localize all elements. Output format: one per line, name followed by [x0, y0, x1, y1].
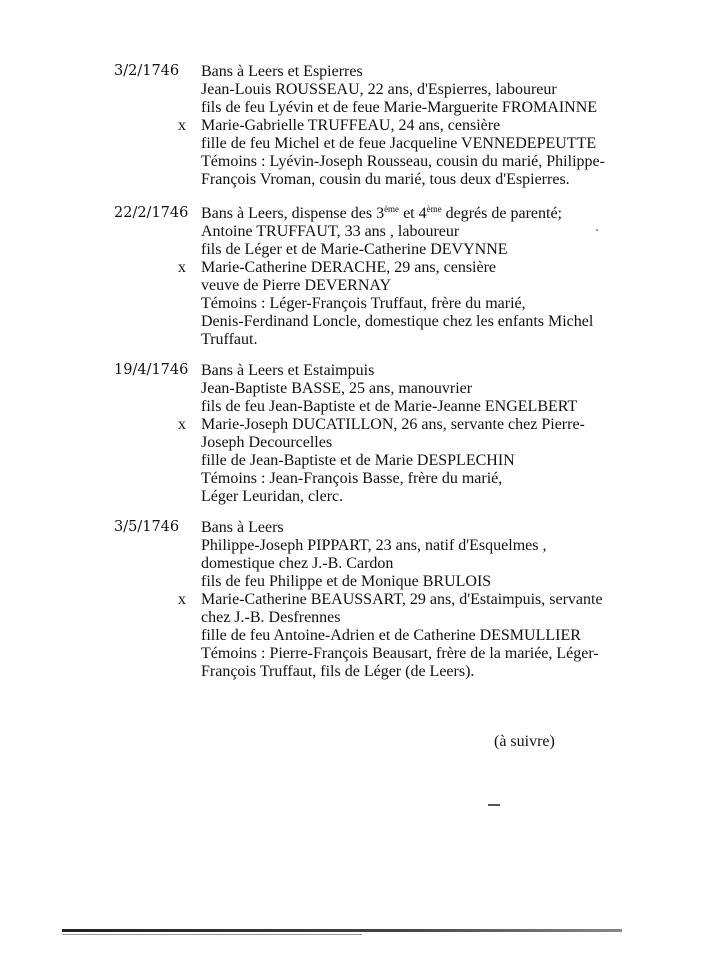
entry-line: Léger Leuridan, clerc. — [201, 488, 344, 505]
entry-line: Témoins : Léger-François Truffaut, frère du marié, — [201, 295, 526, 312]
entry-line: fille de feu Michel et de feue Jacqueline VENNEDEPEUTTE — [201, 135, 597, 152]
entry-line: Témoins : Lyévin-Joseph Rousseau, cousin du marié, Philippe- — [201, 153, 605, 170]
entry-line: fils de feu Jean-Baptiste et de Marie-Jeanne ENGELBERT — [201, 398, 578, 415]
entry-line: Jean-Louis ROUSSEAU, 22 ans, d'Espierres, laboureur — [201, 81, 557, 98]
entry-line: François Truffaut, fils de Léger (de Leers). — [201, 663, 475, 680]
bride-line — [178, 259, 496, 276]
marriage-mark: x — [178, 259, 186, 276]
scan-speck — [596, 229, 598, 231]
entry-line: Témoins : Pierre-François Beausart, frère de la mariée, Léger- — [201, 645, 599, 662]
entry-line: Truffaut. — [201, 331, 258, 348]
entry-line: Joseph Decourcelles — [201, 434, 333, 451]
entry-line: fille de feu Antoine-Adrien et de Catherine DESMULLIER — [201, 627, 581, 644]
entry-date: 3/5/1746 — [114, 519, 180, 535]
text-segment: et 4 — [399, 205, 427, 222]
entry-line: domestique chez J.-B. Cardon — [201, 555, 394, 572]
marriage-mark: x — [178, 591, 186, 608]
entry-line: Denis-Ferdinand Loncle, domestique chez les enfants Michel — [201, 313, 594, 330]
scan-dash — [488, 804, 500, 806]
text-segment: Bans à Leers, dispense des 3 — [201, 205, 385, 222]
entry-line: chez J.-B. Desfrennes — [201, 609, 341, 626]
superscript: ème — [426, 204, 442, 214]
bride-line — [178, 591, 603, 608]
entry-line: fille de Jean-Baptiste et de Marie DESPLECHIN — [201, 452, 515, 469]
entry-line — [201, 205, 562, 222]
entry-line: Philippe-Joseph PIPPART, 23 ans, natif d'Esquelmes , — [201, 537, 547, 554]
entry-line: veuve de Pierre DEVERNAY — [201, 277, 392, 294]
entry-line: fils de Léger et de Marie-Catherine DEVYNNE — [201, 241, 508, 258]
continuation-note: (à suivre) — [494, 733, 555, 750]
entry-line: François Vroman, cousin du marié, tous deux d'Espierres. — [201, 171, 570, 188]
entry-line: Témoins : Jean-François Basse, frère du marié, — [201, 470, 503, 487]
entry-line-text: Marie-Catherine DERACHE, 29 ans, censière — [201, 259, 497, 276]
superscript: ème — [384, 204, 400, 214]
entry-date: 19/4/1746 — [114, 362, 189, 378]
entry-date: 22/2/1746 — [114, 205, 189, 221]
entry-line-text: Marie-Gabrielle TRUFFEAU, 24 ans, censière — [201, 117, 501, 134]
bottom-rule — [62, 929, 622, 932]
entry-line: Antoine TRUFFAUT, 33 ans , laboureur — [201, 223, 460, 240]
entry-line-text: Marie-Joseph DUCATILLON, 26 ans, servante chez Pierre- — [201, 416, 585, 433]
entry-line: fils de feu Lyévin et de feue Marie-Marguerite FROMAINNE — [201, 99, 598, 116]
text-segment: degrés de parenté; — [441, 205, 562, 222]
entry-line-text: Marie-Catherine BEAUSSART, 29 ans, d'Estaimpuis, servante — [201, 591, 603, 608]
entry-line: Bans à Leers et Estaimpuis — [201, 362, 375, 379]
bride-line — [178, 117, 500, 134]
entry-line: Bans à Leers et Espierres — [201, 63, 363, 80]
marriage-mark: x — [178, 117, 186, 134]
entry-date: 3/2/1746 — [114, 63, 180, 79]
bottom-rule-shadow — [62, 934, 362, 935]
entry-line: Bans à Leers — [201, 519, 284, 536]
bride-line — [178, 416, 585, 433]
entry-line: fils de feu Philippe et de Monique BRULOIS — [201, 573, 492, 590]
marriage-mark: x — [178, 416, 186, 433]
entry-line: Jean-Baptiste BASSE, 25 ans, manouvrier — [201, 380, 473, 397]
